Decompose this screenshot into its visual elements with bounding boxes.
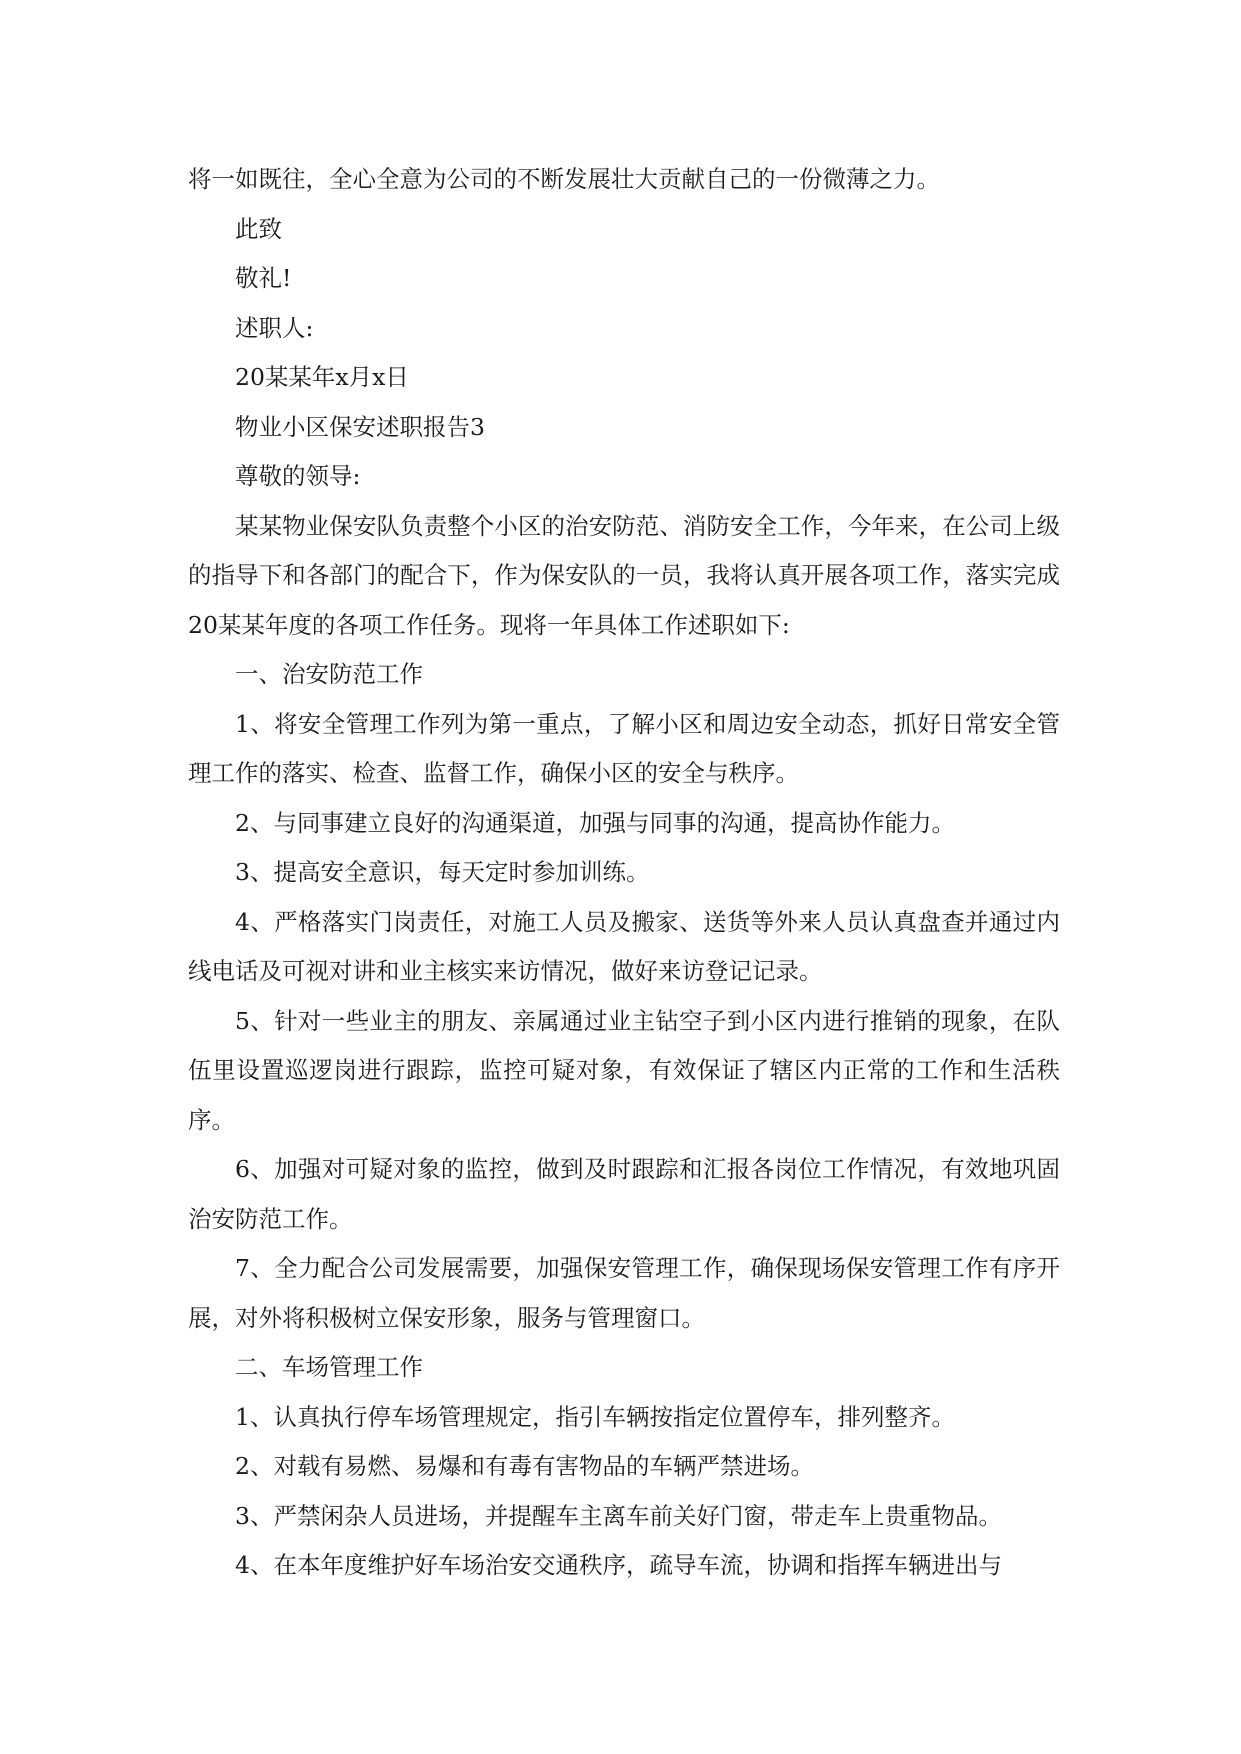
parking-item-3: 3、严禁闲杂人员进场，并提醒车主离车前关好门窗，带走车上贵重物品。 [235,1501,1002,1530]
greeting: 尊敬的领导: [235,462,361,490]
security-item-5: 5、针对一些业主的朋友、亲属通过业主钻空子到小区内进行推销的现象，在队伍里设置巡逻岗进行跟踪，监控可疑对象，有效保证了辖区内正常的工作和生活秩序。 [188,1006,1060,1134]
section-heading-security: 一、治安防范工作 [235,660,423,688]
document-page [188,155,1060,1591]
security-item-2: 2、与同事建立良好的沟通渠道，加强与同事的沟通，提高协作能力。 [235,808,955,837]
security-item-6: 6、加强对可疑对象的监控，做到及时跟踪和汇报各岗位工作情况，有效地巩固治安防范工作。 [188,1155,1060,1233]
security-item-1: 1、将安全管理工作列为第一重点，了解小区和周边安全动态，抓好日常安全管理工作的落实、检查、监督工作，确保小区的安全与秩序。 [188,709,1060,787]
security-item-4: 4、严格落实门岗责任，对施工人员及搬家、送货等外来人员认真盘查并通过内线电话及可视对讲和业主核实来访情况，做好来访登记记录。 [188,907,1060,985]
closing-continuation: 将一如既往，全心全意为公司的不断发展壮大贡献自己的一份微薄之力。 [188,165,940,193]
date-line: 20某某年x月x日 [235,363,409,391]
salutation-jingli: 敬礼! [235,264,292,292]
parking-item-4: 4、在本年度维护好车场治安交通秩序，疏导车流，协调和指挥车辆进出与 [235,1551,1002,1579]
salutation-cizhi: 此致 [235,214,282,243]
parking-item-1: 1、认真执行停车场管理规定，指引车辆按指定位置停车，排列整齐。 [235,1402,955,1431]
signature-label: 述职人: [235,313,314,342]
parking-item-2: 2、对载有易燃、易爆和有毒有害物品的车辆严禁进场。 [235,1452,814,1480]
section-heading-parking: 二、车场管理工作 [235,1353,423,1381]
security-item-7: 7、全力配合公司发展需要，加强保安管理工作，确保现场保安管理工作有序开展，对外将积极树立保安形象，服务与管理窗口。 [188,1254,1060,1332]
security-item-3: 3、提高安全意识，每天定时参加训练。 [235,858,650,886]
intro-paragraph: 某某物业保安队负责整个小区的治安防范、消防安全工作，今年来，在公司上级的指导下和各部门的配合下，作为保安队的一员，我将认真开展各项工作，落实完成20某某年度的各项工作任务。现将一年具体工作述职如下: [188,511,1060,639]
report-title: 物业小区保安述职报告3 [235,412,485,441]
